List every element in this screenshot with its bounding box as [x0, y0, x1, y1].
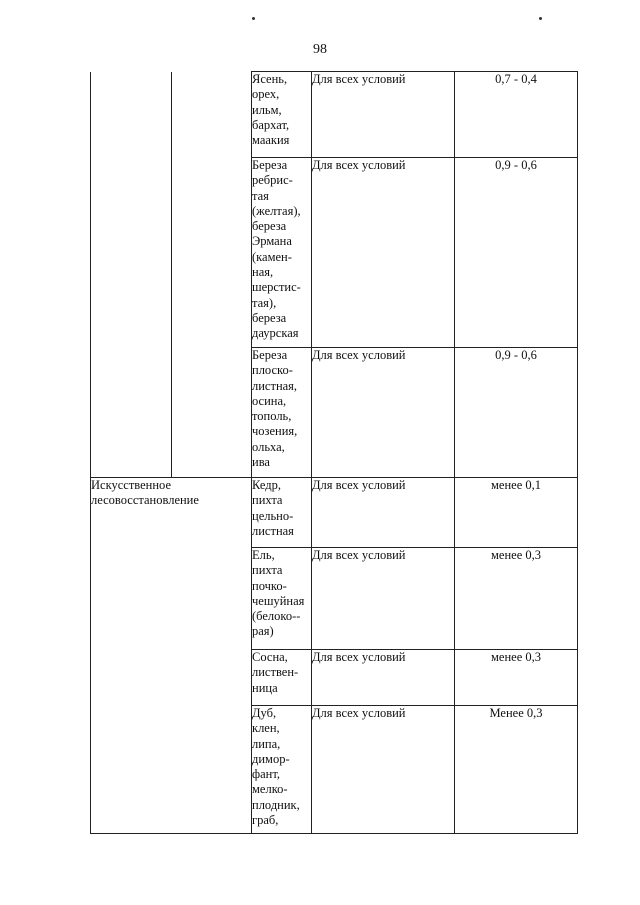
table-row [91, 72, 578, 158]
value-text: менее 0,3 [491, 650, 541, 664]
value-cell [455, 72, 578, 158]
species-text: Кедр, пихта цельно- листная [252, 478, 294, 538]
empty-cell-subgroup [172, 72, 252, 478]
condition-cell [312, 706, 455, 834]
value-text: 0,9 - 0,6 [495, 348, 537, 362]
condition-cell [312, 548, 455, 650]
condition-text: Для всех условий [312, 348, 406, 362]
value-cell [455, 478, 578, 548]
group-label: Искусственное лесовосстановление [91, 478, 199, 508]
condition-text: Для всех условий [312, 548, 406, 562]
species-text: Ясень, орех, ильм, бархат, маакия [252, 72, 290, 148]
species-cell [252, 650, 312, 706]
condition-text: Для всех условий [312, 72, 406, 86]
species-text: Береза плоско- листная, осина, тополь, чозения, ольха, ива [252, 348, 298, 470]
condition-cell [312, 72, 455, 158]
condition-cell [312, 478, 455, 548]
condition-cell [312, 650, 455, 706]
species-cell [252, 348, 312, 478]
condition-text: Для всех условий [312, 706, 406, 720]
condition-text: Для всех условий [312, 650, 406, 664]
scan-dot-right [539, 17, 542, 20]
species-cell [252, 158, 312, 348]
value-cell [455, 158, 578, 348]
empty-cell-group [91, 72, 172, 478]
value-cell [455, 650, 578, 706]
table-row [91, 478, 578, 548]
species-cell [252, 706, 312, 834]
forest-table [90, 71, 578, 834]
species-cell [252, 478, 312, 548]
condition-cell [312, 158, 455, 348]
value-text: менее 0,1 [491, 478, 541, 492]
value-text: менее 0,3 [491, 548, 541, 562]
condition-cell [312, 348, 455, 478]
condition-text: Для всех условий [312, 478, 406, 492]
species-cell [252, 72, 312, 158]
species-text: Дуб, клен, липа, димор- фант, мелко- плодник, граб, [252, 706, 300, 828]
group-label-cell [91, 478, 252, 834]
scan-dot-left [252, 17, 255, 20]
value-cell [455, 706, 578, 834]
species-text: Ель, пихта почко- чешуйная (белоко-- рая) [252, 548, 305, 639]
species-cell [252, 548, 312, 650]
value-cell [455, 548, 578, 650]
species-text: Береза ребрис- тая (желтая), береза Эрмана (камен- ная, шерстис- тая), береза даурская [252, 158, 301, 341]
value-text: 0,9 - 0,6 [495, 158, 537, 172]
value-cell [455, 348, 578, 478]
species-text: Сосна, листвен- ница [252, 650, 299, 695]
value-text: 0,7 - 0,4 [495, 72, 537, 86]
condition-text: Для всех условий [312, 158, 406, 172]
page-number: 98 [313, 42, 327, 57]
value-text: Менее 0,3 [489, 706, 543, 720]
